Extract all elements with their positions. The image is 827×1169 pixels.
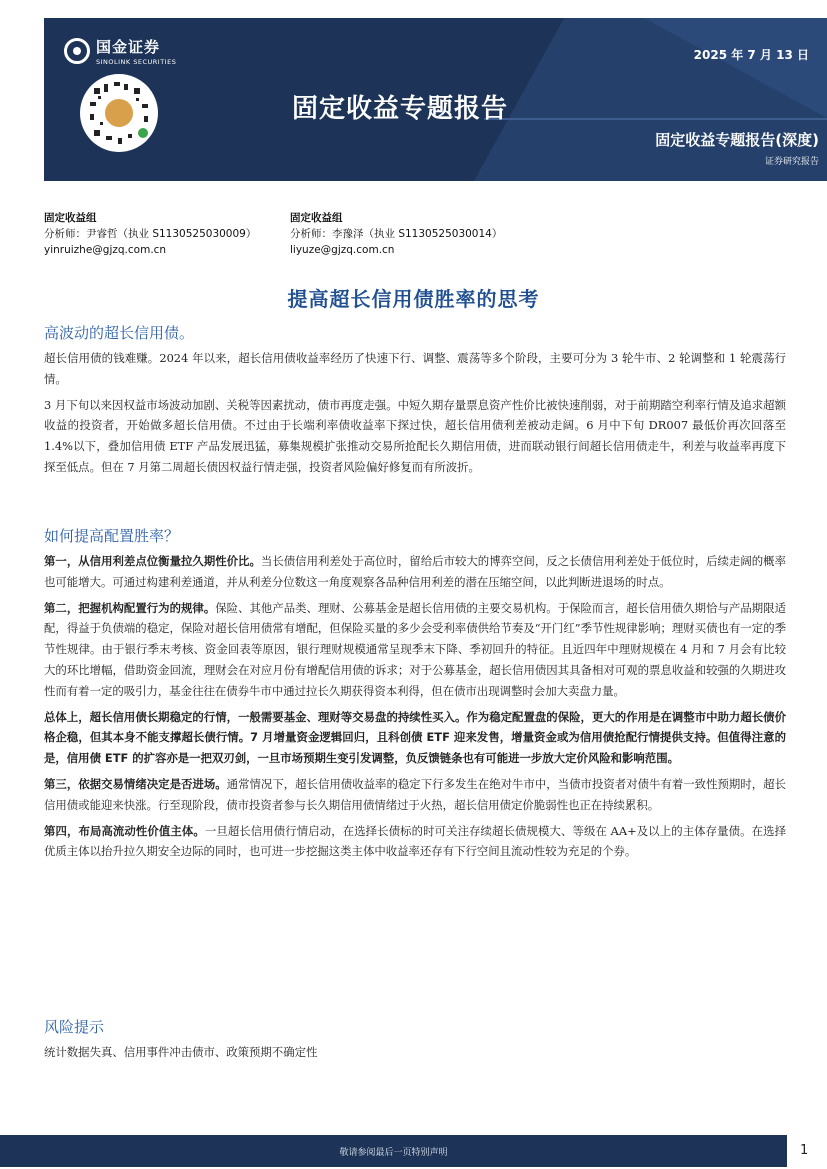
paragraph: 3 月下旬以来因权益市场波动加剧、关税等因素扰动，债市再度走强。中短久期存量票息资产性价比被快速削弱，对于前期踏空利率行情及追求超额收益的投资者，开始做多超长信用债。不过由于长端利率债收益率下探过快，超长信用债利差被动走阔。6 月中下旬 DR007 最低价再次回落至 1.4%以下，叠加信用债 ETF 产品发展迅猛，募集规模扩张推动交易所抢配长久期信用债，进而联动银行间超长信用债走牛，利差与收益率再度下探至低点。但在 7 月第二周超长债因权益行情走强，投资者风险偏好修复而有所波折。 — [44, 397, 786, 474]
analyst-email[interactable]: yinruizhe@gjzq.com.cn — [44, 244, 167, 256]
analyst-1: 固定收益组 分析师：尹睿哲（执业 S1130525030009） yinruizhe@gjzq.com.cn — [44, 210, 290, 258]
section-heading: 高波动的超长信用债。 — [44, 324, 195, 342]
company-logo: 国金证券 SINOLINK SECURITIES — [64, 36, 176, 66]
wechat-mini-icon — [136, 126, 150, 140]
report-type: 固定收益专题报告(深度) — [655, 131, 819, 149]
document-title: 提高超长信用债胜率的思考 — [287, 287, 540, 311]
report-category: 证券研究报告 — [764, 157, 819, 167]
banner-title: 固定收益专题报告 — [292, 94, 509, 124]
paragraph: 第四，布局高流动性价值主体。一旦超长信用债行情启动，在选择长债标的时可关注存续超长债规模大、等级在 AA+及以上的主体存量债。在选择优质主体以抬升拉久期安全边际的同时，也可进一步挖掘这类主体中收益率还存有下行空间且流动性较为充足的个券。 — [44, 823, 786, 859]
logo-icon — [64, 38, 90, 64]
section-risk — [44, 1016, 786, 1068]
section-heading: 风险提示 — [44, 1018, 105, 1036]
paragraph: 第三，依据交易情绪决定是否进场。通常情况下，超长信用债收益率的稳定下行多发生在绝对牛市中，当债市投资者对债牛有着一致性预期时，超长信用债或能迎来快涨。行至现阶段，债市投资者参与长久期信用债情绪过于火热，超长信用债定价脆弱性也正在持续累积。 — [44, 776, 786, 812]
header-banner — [44, 18, 827, 181]
section-heading: 如何提高配置胜率？ — [44, 527, 180, 545]
paragraph: 统计数据失真、信用事件冲击债市、政策预期不确定性 — [44, 1045, 318, 1059]
paragraph: 第一，从信用利差点位衡量拉久期性价比。当长债信用利差处于高位时，留给后市较大的博弈空间，反之长债信用利差处于低位时，后续走阔的概率也可能增大。可通过构建利差通道，并从利差分位数这一角度观察各品种信用利差的潜在压缩空间，以此判断进退场的时点。 — [44, 554, 786, 589]
qr-code-icon — [80, 74, 158, 152]
section-high-volatility — [44, 322, 786, 483]
analyst-2: 固定收益组 分析师：李豫泽（执业 S1130525030014） liyuze@gjzq.com.cn — [290, 210, 536, 258]
paragraph: 超长信用债的钱难赚。2024 年以来，超长信用债收益率经历了快速下行、调整、震荡等多个阶段，主要可分为 3 轮牛市、2 轮调整和 1 轮震荡行情。 — [44, 351, 786, 386]
paragraph-summary: 总体上，超长信用债长期稳定的行情，一般需要基金、理财等交易盘的持续性买入。作为稳定配置盘的保险，更大的作用是在调整市中助力超长债价格企稳，但其本身不能支撑超长债行情。7 月增量资金逻辑回归，且科创债 ETF 迎来发售，增量资金或为信用债抢配行情提供支持。但值得注意的是，信用债 ETF 的扩容亦是一把双刃剑，一旦市场预期生变引发调整，负反馈链条也有可能进一步放大定价风险和影响范围。 — [44, 709, 786, 766]
page-number: 1 — [800, 1143, 809, 1158]
analyst-email[interactable]: liyuze@gjzq.com.cn — [290, 244, 395, 256]
report-date: 2025 年 7 月 13 日 — [693, 48, 809, 62]
section-improve-win-rate — [44, 525, 786, 867]
qr-center-logo — [102, 96, 136, 130]
analyst-block — [44, 210, 784, 258]
paragraph: 第二，把握机构配置行为的规律。保险、其他产品类、理财、公募基金是超长信用债的主要交易机构。于保险而言，超长信用债久期恰与产品期限适配，得益于负债端的稳定，保险对超长信用债常有增配，但保险买量的多少会受利率债供给节奏及“开门红”季节性规律影响；理财买债也有一定的季节性规律。由于银行季末考核、资金回表等原因，银行理财规模通常呈现季末下降、季初回升的特征。且近四年中理财规模在 4 月和 7 月会有比较大的环比增幅，借助资金回流，理财会在对应月份有增配信用债的诉求；对于公募基金，超长信用债因其具备相对可观的票息收益和较强的久期进攻性而有着一定的吸引力，基金往往在债券牛市中通过拉长久期获得资本利得，但在债市出现调整时会加大卖盘力量。 — [44, 600, 786, 698]
footer-disclaimer: 敬请参阅最后一页特别声明 — [339, 1148, 448, 1158]
